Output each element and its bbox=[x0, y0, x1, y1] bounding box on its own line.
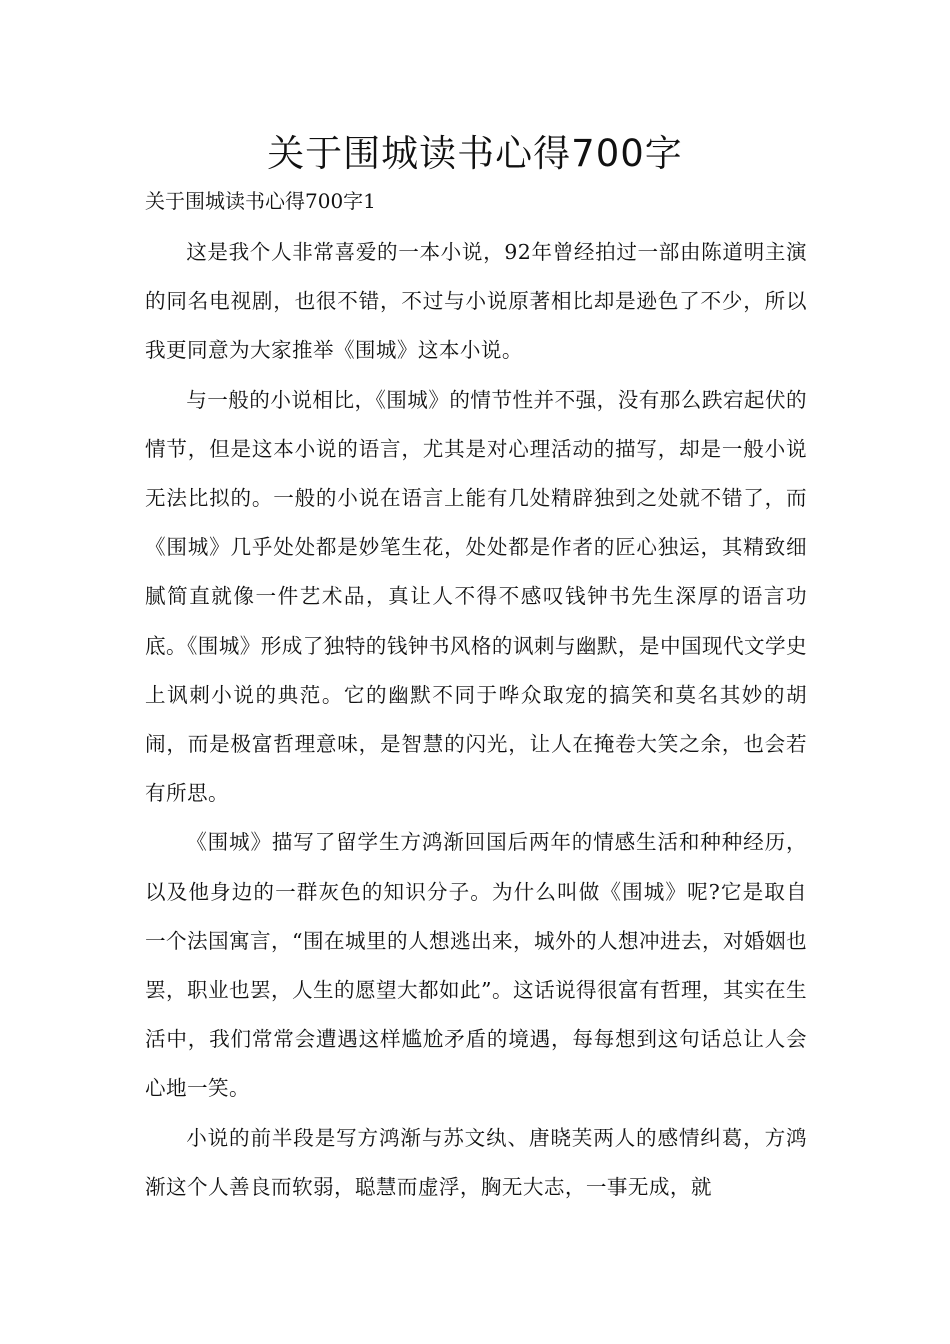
section-heading: 关于围城读书心得700字1 bbox=[145, 189, 376, 213]
paragraph: 《围城》描写了留学生方鸿渐回国后两年的情感生活和种种经历，以及他身边的一群灰色的知识分子。为什么叫做《围城》呢?它是取自一个法国寓言，“围在城里的人想逃出来，城外的人想冲进去，对婚姻也罢，职业也罢，人生的愿望大都如此”。这话说得很富有哲理，其实在生活中，我们常常会遭遇这样尴尬矛盾的境遇，每每想到这句话总让人会心地一笑。 bbox=[145, 830, 807, 1101]
paragraph: 这是我个人非常喜爱的一本小说，92年曾经拍过一部由陈道明主演的同名电视剧，也很不错，不过与小说原著相比却是逊色了不少，所以我更同意为大家推举《围城》这本小说。 bbox=[145, 240, 807, 363]
document-body bbox=[145, 228, 807, 1212]
document-title: 关于围城读书心得700字 bbox=[267, 132, 683, 175]
paragraph: 小说的前半段是写方鸿渐与苏文纨、唐晓芙两人的感情纠葛，方鸿渐这个人善良而软弱，聪慧而虚浮，胸无大志，一事无成，就 bbox=[145, 1125, 807, 1199]
paragraph: 与一般的小说相比，《围城》的情节性并不强，没有那么跌宕起伏的情节，但是这本小说的语言，尤其是对心理活动的描写，却是一般小说无法比拟的。一般的小说在语言上能有几处精辟独到之处就不错了，而《围城》几乎处处都是妙笔生花，处处都是作者的匠心独运，其精致细腻简直就像一件艺术品，真让人不得不感叹钱钟书先生深厚的语言功底。《围城》形成了独特的钱钟书风格的讽刺与幽默，是中国现代文学史上讽刺小说的典范。它的幽默不同于哗众取宠的搞笑和莫名其妙的胡闹，而是极富哲理意味，是智慧的闪光，让人在掩卷大笑之余，也会若有所思。 bbox=[145, 387, 807, 806]
